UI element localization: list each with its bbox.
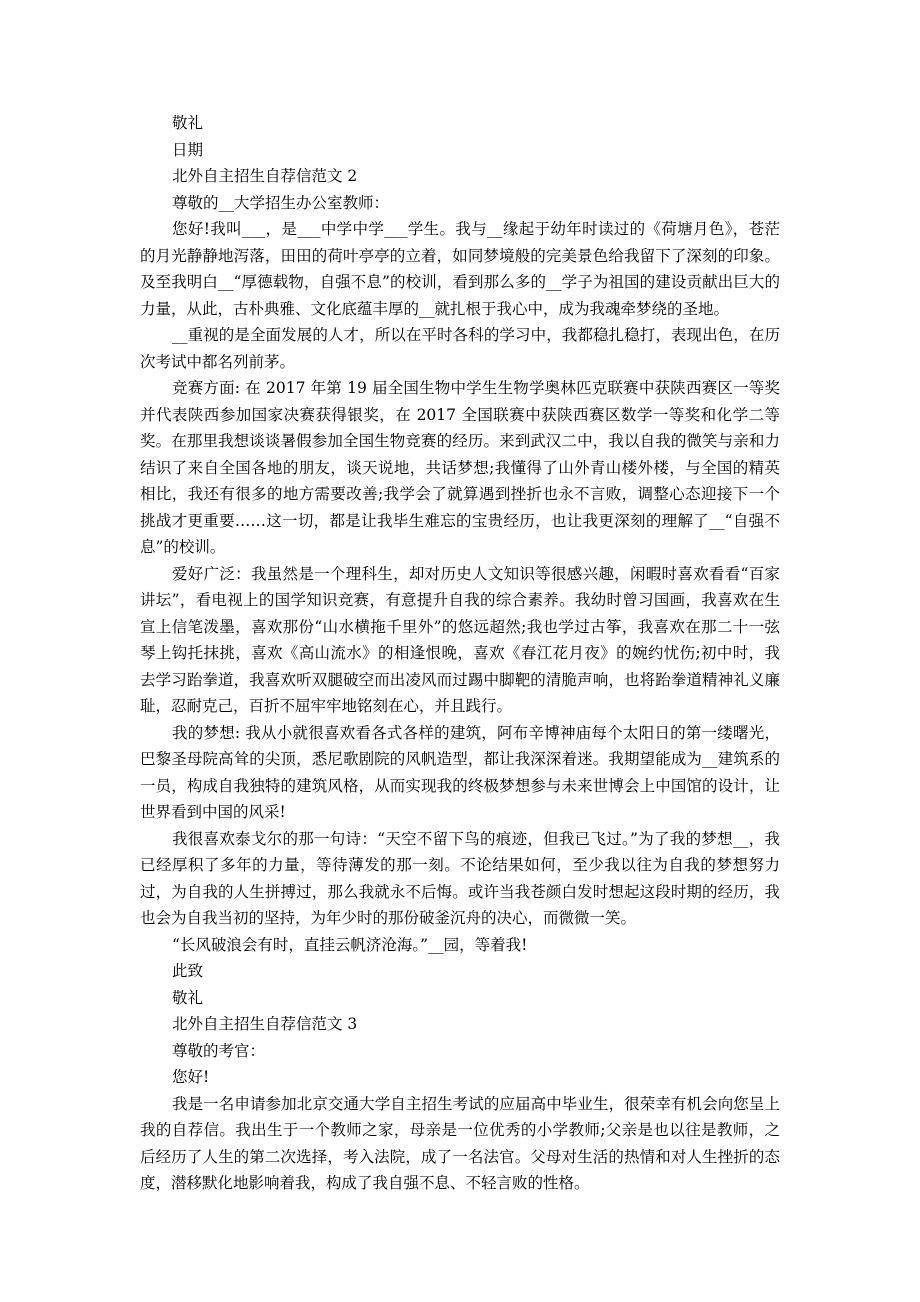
salutation: 尊敬的__大学招生办公室教师： xyxy=(172,193,390,212)
paragraph-tagore: 我很喜欢泰戈尔的那一句诗：“天空不留下鸟的痕迹，但我已飞过。”为了我的梦想__，我已经厚积了多年的力量，等待薄发的那一刻。不论结果如何，至少我以往为自我的梦想努力过，为自我的人生拼搏过，那么我就永不后悔。或许当我苍颜白发时想起这段时期的经历，我也会为自我当初的坚持，为年少时的那份破釜沉舟的决心，而微微一笑。 xyxy=(140,829,780,927)
greeting: 您好! xyxy=(172,1068,210,1086)
paragraph-self-intro: 我是一名申请参加北京交通大学自主招生考试的应届高中毕业生，很荣幸有机会向您呈上我的自荐信。我出生于一个教师之家，母亲是一位优秀的小学教师;父亲是也以往是教师，之后经历了人生的第二次选择，考入法院，成了一名法官。父母对生活的热情和对人生挫折的态度，潜移默化地影响着我，构成了我自强不息、不轻言败的性格。 xyxy=(140,1094,780,1192)
closing-salute: 敬礼 xyxy=(172,114,204,132)
closing-salute-2: 敬礼 xyxy=(172,988,204,1007)
paragraph-study: __重视的是全面发展的人才，所以在平时各科的学习中，我都稳扎稳打，表现出色，在历次考试中都名列前茅。 xyxy=(140,326,780,371)
paragraph-intro: 您好!我叫___，是___中学中学___学生。我与__缘起于幼年时读过的《荷塘月色》，苍茫的月光静静地泻落，田田的荷叶亭亭的立着，如同梦境般的完美景色给我留下了深刻的印象。及至我明白__“厚德载物，自强不息”的校训，看到那么多的__学子为祖国的建设贡献出巨大的力量，从此，古朴典雅、文化底蕴丰厚的__就扎根于我心中，成为我魂牵梦绕的圣地。 xyxy=(140,220,780,318)
section-title-2: 北外自主招生自荐信范文 2 xyxy=(172,167,358,185)
paragraph-competition: 竞赛方面: 在 2017 年第 19 届全国生物中学生生物学奥林匹克联赛中获陕西赛区一等奖并代表陕西参加国家决赛获得银奖，在 2017 全国联赛中获陕西赛区数学一等奖和化学二等奖。在那里我想谈谈暑假参加全国生物竞赛的经历。来到武汉二中，我以自我的微笑与亲和力结识了来自全国各地的朋友，谈天说地，共话梦想;我懂得了山外青山楼外楼，与全国的精英相比，我还有很多的地方需要改善;我学会了就算遇到挫折也永不言败，调整心态迎接下一个挑战才更重要……这一切，都是让我毕生难忘的宝贵经历，也让我更深刻的理解了__“自强不息”的校训。 xyxy=(140,379,780,556)
salutation-examiner: 尊敬的考官： xyxy=(172,1041,266,1060)
paragraph-dream: 我的梦想: 我从小就很喜欢看各式各样的建筑，阿布辛博神庙每个太阳日的第一缕曙光，巴黎圣母院高耸的尖顶，悉尼歌剧院的风帆造型，都让我深深着迷。我期望能成为__建筑系的一员，构成自我独特的建筑风格，从而实现我的终极梦想参与未来世博会上中国馆的设计，让世界看到中国的风采! xyxy=(140,723,780,821)
paragraph-hobbies: 爱好广泛：我虽然是一个理科生，却对历史人文知识等很感兴趣，闲暇时喜欢看看“百家讲坛”，看电视上的国学知识竞赛，有意提升自我的综合素养。我幼时曾习国画，我喜欢在生宣上信笔泼墨，喜欢那份“山水横拖千里外”的悠远超然;我也学过古筝，我喜欢在那二十一弦琴上钩托抹挑，喜欢《高山流水》的相逢恨晚，喜欢《春江花月夜》的婉约忧伤;初中时，我去学习跆拳道，我喜欢听双腿破空而出凌风而过踢中脚靶的清脆声响，也将跆拳道精神礼义廉耻，忍耐克己，百折不屈牢牢地铭刻在心，并且践行。 xyxy=(140,564,780,715)
document-body xyxy=(140,110,780,1197)
paragraph-quote: “长风破浪会有时，直挂云帆济沧海。”__园，等着我! xyxy=(172,935,528,954)
closing-cizhi: 此致 xyxy=(172,962,204,980)
section-title-3: 北外自主招生自荐信范文 3 xyxy=(172,1015,358,1033)
date-line: 日期 xyxy=(172,140,204,159)
